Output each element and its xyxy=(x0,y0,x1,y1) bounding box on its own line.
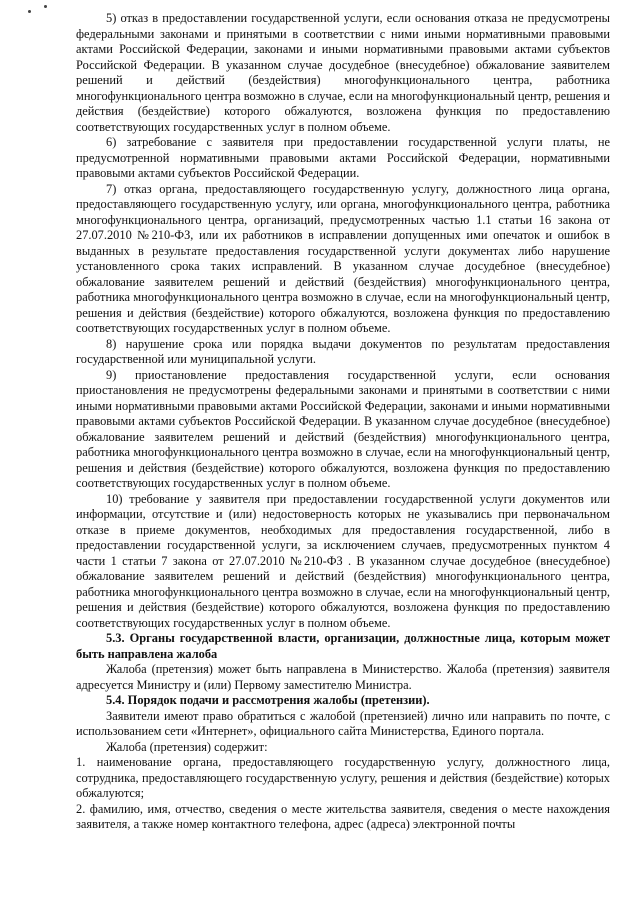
paragraph-item-8: 8) нарушение срока или порядка выдачи документов по результатам предоставления государственной или муниципальной услуги. xyxy=(76,336,610,366)
complaint-contents-item-2: 2. фамилию, имя, отчество, сведения о месте жительства заявителя, сведения о месте нахождения заявителя, а также номер контактного телефона, адрес (адреса) электронной почты xyxy=(76,801,610,831)
section-5-3-heading: 5.3. Органы государственной власти, организации, должностные лица, которым может быть направлена жалоба xyxy=(76,631,610,661)
section-5-4-heading: 5.4. Порядок подачи и рассмотрения жалобы (претензии). xyxy=(106,693,430,707)
paragraph-item-10: 10) требование у заявителя при предоставлении государственной услуги документов или информации, отсутствие и (или) недостоверность которых не указывались при первоначальном отказе в приеме документов, необходимых для предоставления государственной, либо в предоставлении государственной услуги, за исключением случаев, предусмотренных пунктом 4 части 1 статьи 7 закона от 27.07.2010 №210-ФЗ . В указанном случае досудебное (внесудебное) обжалование заявителем решений и действий (бездействия) многофункционального центра, работника многофункционального центра возможно в случае, если на многофункциональный центр, решения и действия (бездействие) которого обжалуются, возложена функция по предоставлению соответствующих государственных услуг в полном объеме. xyxy=(76,491,610,630)
scan-speck xyxy=(28,10,31,13)
paragraph-item-7: 7) отказ органа, предоставляющего государственную услугу, должностного лица органа, предоставляющего государственную услугу, или органа, многофункционального центра, работника многофункционального центра, организаций, предусмотренных частью 1.1 статьи 16 закона от 27.07.2010 №210-ФЗ, или их работников в исправлении допущенных ими опечаток и ошибок в выданных в результате предоставления государственной услуги документах либо нарушение установленного срока таких исправлений. В указанном случае досудебное (внесудебное) обжалование заявителем решений и действий (бездействия) многофункционального центра, работника многофункционального центра возможно в случае, если на многофункциональный центр, решения и действия (бездействие) которого обжалуются, возложена функция по предоставлению соответствующих государственных услуг в полном объеме. xyxy=(76,181,610,335)
complaint-contents-intro: Жалоба (претензия) содержит: xyxy=(106,739,268,754)
scan-speck xyxy=(44,5,47,8)
paragraph-item-6: 6) затребование с заявителя при предоставлении государственной услуги платы, не предусмотренной нормативными правовыми актами Российской Федерации, нормативными правовыми актами субъектов Российской Федерации. xyxy=(76,135,610,180)
paragraph-item-9: 9) приостановление предоставления государственной услуги, если основания приостановления не предусмотрены федеральными законами и принятыми в соответствии с ними иными нормативными правовыми актами Российской Федерации, законами и иными нормативными правовыми актами субъектов Российской Федерации. В указанном случае досудебное (внесудебное) обжалование заявителем решений и действий (бездействия) многофункционального центра, работника многофункционального центра возможно в случае, если на многофункциональный центр, решения и действия (бездействие) которого обжалуются, возложена функция по предоставлению соответствующих государственных услуг в полном объеме. xyxy=(76,367,610,490)
section-5-3-text: Жалоба (претензия) может быть направлена в Министерство. Жалоба (претензия) заявителя адресуется Министру и (или) Первому заместителю Министра. xyxy=(76,662,610,692)
complaint-contents-item-1: 1. наименование органа, предоставляющего государственную услугу, должностного лица, сотрудника, предоставляющего государственную услугу, решения и действия (бездействие) которых обжалуются; xyxy=(76,755,610,800)
paragraph-item-5: 5) отказ в предоставлении государственной услуги, если основания отказа не предусмотрены федеральными законами и принятыми в соответствии с ними иными нормативными правовыми актами Российской Федерации, законами и иными нормативными правовыми актами субъектов Российской Федерации. В указанном случае досудебное (внесудебное) обжалование заявителем решений и действий (бездействия) многофункционального центра, работника многофункционального центра возможно в случае, если на многофункциональный центр, решения и действия (бездействие) которого обжалуются, возложена функция по предоставлению соответствующих государственных услуг в полном объеме. xyxy=(76,11,610,134)
section-5-4-text: Заявители имеют право обратиться с жалобой (претензией) лично или направить по почте, с использованием сети «Интернет», официального сайта Министерства, Единого портала. xyxy=(76,708,610,738)
